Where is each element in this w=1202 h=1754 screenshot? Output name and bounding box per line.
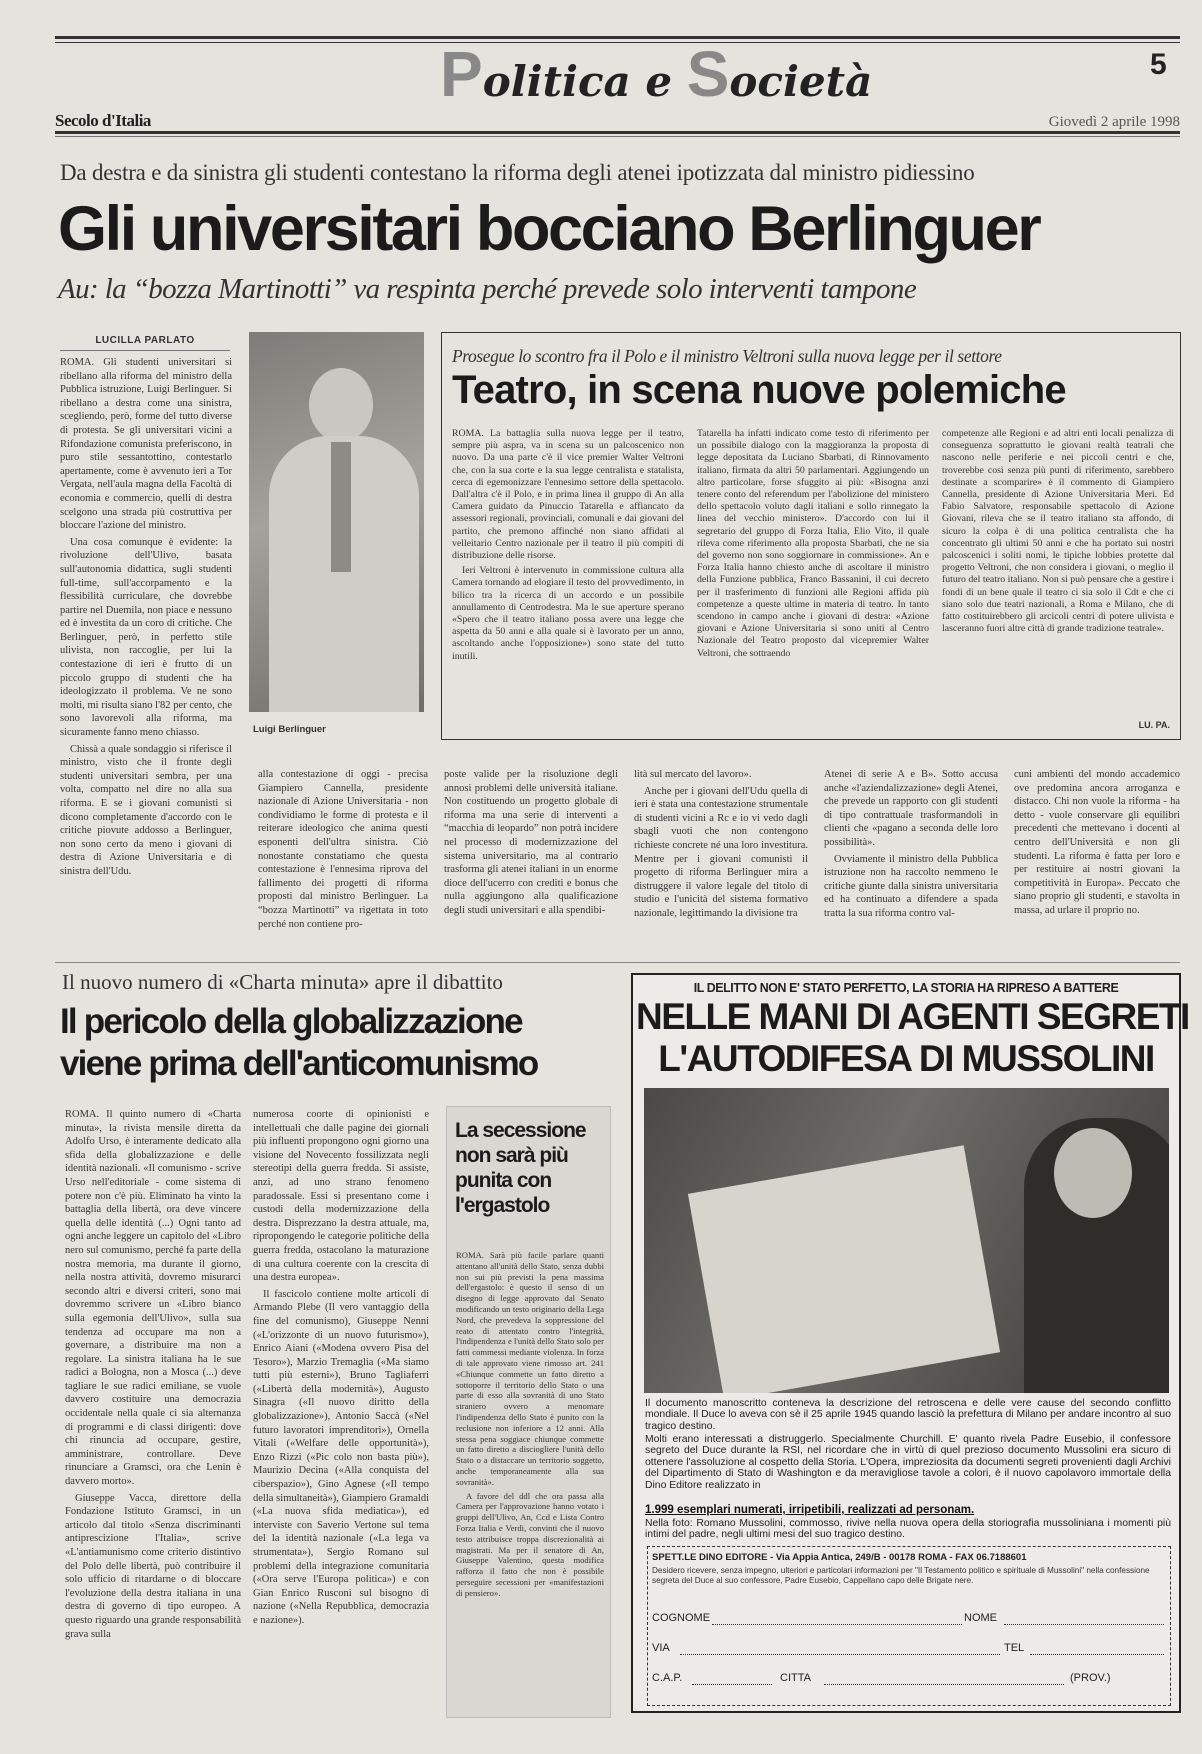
lead-col2-para: alla contestazione di oggi - precisa Giampiero Cannella, presidente nazionale di Azione Universitaria - non condividiamo le forme di protesta e il reiterare ideologico che anima questi esponenti dell'ultra sinistra. Ciò nonostante constatiamo che questa contestazione è l'ennesima riprova del fallimento dei progetti di riforma proposti dal ministro Berlinguer. La “bozza Martinotti” va rigettata in toto perché non contiene pro- (258, 769, 428, 930)
section-word-2: ocietà (729, 57, 873, 106)
coupon-province-label: (PROV.) (1070, 1672, 1111, 1684)
lead-column-5 (824, 768, 998, 954)
ad-photo-face-shape (1054, 1128, 1132, 1218)
ad-body-1: Il documento manoscritto conteneva la descrizione del retroscena e delle vere cause del secondo conflitto mondiale. Il Duce lo aveva con sè il 25 aprile 1945 quando lasciò la prefettura di Milano per andare incontro al suo tragico destino. (645, 1398, 1171, 1432)
charta-col2-para: Il fascicolo contiene molte articoli di Armando Plebe (Il vero vantaggio della fine del comunismo), Giuseppe Nenni («L'orizzonte di un nuovo futurismo»), Enrico Aiani («Modena ovvero Pisa del Tesoro»), Marzio Tremaglia («Ma siamo tutti più esterni»), Bruno Tagliaferri («Libertà della modernità»), Augusto Sinagra («Il nuovo diritto della globalizzazione»), Antonio Saccà («Nel futuro lavoratori imprenditori»), Ornella Vitali («Welfare delle opportunità»), Enzo Rizzi («Pic colo non basta più»), Maurizio Decina («Alla conquista del ciberspazio»), Gino Agnese («Il tempo della simultaneità»), Giampiero Gramaldi («La nuova sfida mediatica»), ed interviste con Saverio Vertone sul tema del la identità nazionale («La lega va strumentata»), Sergio Romano sul problemi della integrazione comunitaria («Ora serve l'Europa politica») e con Gian Enrico Rusconi sul bisogno di nazione («Nella Repubblica, democrazia e nazione»). (253, 1288, 429, 1626)
coupon-zip-field[interactable] (692, 1684, 772, 1685)
top-rule-thin (55, 42, 1180, 43)
lead-byline: LUCILLA PARLATO (95, 335, 195, 346)
section-separator (55, 962, 1180, 963)
charta-headline-line-2: viene prima dell'anticomunismo (60, 1044, 538, 1083)
lead-kicker: Da destra e da sinistra gli studenti contestano la riforma degli atenei ipotizzata dal ministro pidiessino (60, 160, 975, 185)
lead-column-4 (634, 768, 808, 954)
ad-headline-line-1: NELLE MANI DI AGENTI SEGRETI (636, 996, 1189, 1037)
charta-kicker: Il nuovo numero di «Charta minuta» apre il dibattito (62, 970, 503, 994)
coupon-name-label: NOME (964, 1612, 997, 1624)
coupon-phone-label: TEL (1004, 1642, 1025, 1654)
page-number: 5 (1150, 48, 1167, 81)
lead-column-6 (1014, 768, 1180, 954)
teatro-col1-para: Ieri Veltroni è intervenuto in commissione cultura alla Camera tornando ad elogiare il testo del provvedimento, in bilico tra la ricerca di un accordo e un possibile annullamento di Centrodestra. Ma le sue aperture sperano «Spero che il teatro italiano possa avere una legge che aspetta da 50 anni e alla quale si è lavorato per un anno, ascoltando anche l'opposizione») sono state del tutto inutili. (452, 565, 684, 662)
charta-column-2 (253, 1108, 429, 1718)
teatro-headline: Teatro, in scena nuove polemiche (452, 368, 1066, 412)
teatro-col2-para: Tatarella ha infatti indicato come testo di riferimento per un possibile dialogo con la maggioranza la proposta di legge depositata da Luciano Sbarbati, di Rinnovamento italiano, firmata da altri 50 parlamentari. Aggiungendo un altro particolare, forse sfuggito ai più: «Bisogna anzi tenere conto del referendum per l'abolizione del ministero dello spettacolo voluto dagli italiani e sollo rinnegato la linea del vecchio ministero». D'accordo con lui il segretario del gruppo di Forza Italia, Elio Vito, il quale rileva come riferimento alla proposta Sbarbati, che ne sia del governo non sono soggiornare in commissione». An e Forza Italia hanno chiesto anche di ascoltare il ministro della Funzione pubblica, Franco Bassanini, il cui decreto per il trasferimento di funzioni alle Regioni affida più competenze a queste ultime in materia di teatro. In tanto scendono in campo anche i giovani di destra: «Azione giovani e Azione Universitaria si sono uniti al Centro Nazionale del Teatro proposto dal vicepremier Walter Veltroni, che sottraendo (697, 428, 929, 659)
lead-column-2 (258, 768, 428, 954)
berlinguer-photo (249, 332, 424, 712)
teatro-col3-para: competenze alle Regioni e ad altri enti locali penalizza di conseguenza soprattutto le giovani realtà teatrali che nascono nelle periferie e nei piccoli centri e che, troverebbe così senza più punti di riferimento, sarebbero destinate a scomparire» è il commento di Giampiero Cannella, presidente di Azione Universitaria Meri. Ed Fabio Salvatore, responsabile spettacolo di Azione Giovani, rileva che se il teatro italiano sta affondo, di sicuro la colpa è di una politica centralista che ha concentrato gli ultimi 50 anni e che ha portato sui nostri palcoscenici i soliti nomi, le tipiche lobbies protette dal progetto Veltroni, che non considera i giovani, o meglio il futuro del teatro italiano. Non si può pensare che a gestire i fondi di un bene quale il teatro ci sia solo il Cdt e che ci siano solo due teatri nazionali, a Roma e Milano, che di fatto costituirebbero gli arcicoli centri di potere ulivista e lasceranno fuori altre città di grande tradizione teatrale». (942, 428, 1174, 635)
teatro-kicker: Prosegue lo scontro fra il Polo e il ministro Veltroni sulla nuova legge per il settore (452, 346, 1002, 366)
masthead-bottom-rule (55, 131, 1180, 134)
section-word-1: olitica e (482, 57, 687, 106)
charta-headline-line-1: Il pericolo della globalizzazione (60, 1002, 522, 1041)
section-title (440, 38, 873, 112)
lead-subheadline: Au: la “bozza Martinotti” va respinta perché prevede solo interventi tampone (58, 273, 917, 305)
byline-rule (60, 350, 230, 351)
charta-col1-para: Giuseppe Vacca, direttore della Fondazione Istituto Gramsci, in un articolo dal titolo «Senza discriminanti antiprescizione l'Italia», scrive «L'antiamunismo come criterio distintivo del Polo delle libertà, può contribuire il solo ufficio di ritardarne o di bloccare l'evoluzione della destra italiana in una destra di governo di tipo europeo. A questo riguardo una grande responsabilità grava sulla (65, 1492, 241, 1640)
coupon-street-label: VIA (652, 1642, 670, 1654)
coupon-text: Desidero ricevere, senza impegno, ulteriori e particolari informazioni per "Il Testamento politico e spirituale di Mussolini" nella confessione segreta del Duce al suo confessore, Padre Eusebio, Cappellano capo delle Brigate nere. (652, 1566, 1150, 1585)
secessione-para: ROMA. Sarà più facile parlare quanti attentano all'unità dello Stato, senza dubbi non sui più previsti la pena massima dell'ergastolo: è questo il senso di un disegno di legge approvato dal Senato modificando un testo originario della Lega Nord, che prevedeva la soppressione del reato di attentato contro l'integrità, l'indipendenza e l'unità dello Stato solo per fatti commessi mediante violenza. In forza di tale approvato viene rimosso art. 241 «Chiunque commette un fatto diretto a sottoporre il territorio dello Stato o una parte di esso alla sovranità di uno Stato straniero ovvero a menomare l'indipendenza dello Stato è punito con la reclusione non inferiore a 12 anni. Alla stessa pena soggiace chiunque commette un fatto diretto a disciogliere l'unità dello Stato o a distaccare un territorio soggetto, anche temporaneamente alla sua sovranità». (456, 1250, 604, 1487)
lead-col6-para: cuni ambienti del mondo accademico ove predomina ancora arroganza e distacco. Chi non vuole la riforma - ha detto - vuole conservare gli equilibri precedenti che mettevano i docenti al centro dell'Università e non gli studenti. La riforma è fatta per loro e per restituire ai nostri giovani la competitività in Europa». Peccato che siano proprio gli studenti, e stavolta in massa, ad urlare il proprio no. (1014, 769, 1180, 916)
teatro-col1-para: ROMA. La battaglia sulla nuova legge per il teatro, sempre più aspra, va in scena su un palcoscenico non nuovo. Da una parte c'è il vice premier Walter Veltroni che, con la sua corte e la sua legge centralista e statalista, cerca di egemonizzare l'ennesimo settore della spettacolo. Dall'altra c'è il Polo, e in prima linea il gruppo di An alla Camera guidato da Pinuccio Tatarella e affiancato da assessori regionali, provinciali, comunali e dai giovani del partito, che premono affinché non siano affidati al velleitario Centro nazionale per il teatro il più compiti di distribuzione delle risorse. (452, 428, 684, 562)
ad-photo (644, 1088, 1169, 1393)
lead-col4-para: Anche per i giovani dell'Udu quella di ieri è stata una contestazione strumentale di studenti vicini a Rc e io vi vedo dagli sbagli vuoti che non contengono richieste concrete né una loro investitura. Mentre per i giovani comunisti il progetto di riforma Berlinguer mira a distruggere il valore legale del titolo di studio e l'unicità del sistema formativo nazionale, legittimando la divisione tra (634, 785, 808, 919)
coupon-city-field[interactable] (824, 1684, 1064, 1685)
secessione-para: A favore del ddl che ora passa alla Camera per l'approvazione hanno votato i gruppi dell'Ulivo, An, Ccd e Lista Contro Forza Italia e Verdi, convinti che il nuovo testo attribuisce troppa discrezionalità ai magistrati. Ma per il senatore di An, Giuseppe Valentino, questa modifica rafforza il fatto che non è possibile perseguire secessioni per «manifestazioni di pensiero». (456, 1490, 604, 1598)
coupon-name-field[interactable] (1004, 1624, 1164, 1625)
lead-column-3 (444, 768, 618, 954)
coupon-surname-label: COGNOME (652, 1612, 711, 1624)
issue-date: Giovedì 2 aprile 1998 (1048, 114, 1180, 130)
photo-caption: Luigi Berlinguer (253, 724, 326, 735)
lead-col3-para: poste valide per la risoluzione degli annosi problemi delle università italiane. Non costituendo un progetto globale di riforma ma una serie di interventi a “macchia di leopardo” non potrà incidere nel processo di modernizzazione del sistema universitario, ma al contrario trasforma gli atenei italiani in un enorme dioce dell'ucerro con crediti e bonus che nulla aggiungono alla qualificazione degli studi universitari e alla spendibi- (444, 769, 618, 916)
charta-col2-para: numerosa coorte di opinionisti e intellettuali che dalle pagine dei giornali più influenti propongono ogni giorno una visione del Novecento fossilizzata negli stereotipi della guerra fredda. Si assiste, anzi, ad uno strano fenomeno paradossale. Essi si presentano come i custodi della modernizzazione della destra. Disprezzano la destra attuale, ma, ripropongendo le categorie politiche della guerra fredda, ostacolano la maturazione di una cultura coerente con la crescita di una destra europea». (253, 1109, 429, 1284)
coupon-zip-label: C.A.P. (652, 1672, 683, 1684)
lead-column-1 (60, 356, 232, 954)
coupon-city-label: CITTA (780, 1672, 811, 1684)
lead-col4-para: lità sul mercato del lavoro». (634, 769, 752, 780)
coupon-phone-field[interactable] (1030, 1654, 1164, 1655)
ad-photo-book-shape (688, 1145, 1000, 1393)
coupon-header: SPETT.LE DINO EDITORE - Via Appia Antica, 249/B - 00178 ROMA - FAX 06.7188601 (652, 1552, 1027, 1563)
teatro-column-2 (697, 428, 929, 728)
charta-col1-para: ROMA. Il quinto numero di «Charta minuta», la rivista mensile diretta da Adolfo Urso, è interamente dedicato alla sfida della globalizzazione e delle identità nazionali. «Il comunismo - scrive Urso nell'editoriale - come sistema di potere non c'è più. Eliminato ha vinto la battaglia della libertà, ora deve vincere quella delle identità (...) Ogni tanto ad ogni anche leggere un capitolo del «Libro nero sul comunismo, perché fa parte della nostra memoria, ma durante il giorno, nella nostra attività, dovremo misurarci secondo altri e diversi criteri, sono mai dovremmo scrivere un «Libro bianco sulla egemonia dell'Ulivo», sulla sua tendenza ad occupare ma non a governare, a distribuire ma non a regolare. La sinistra italiana ha le sue radici a Bologna, non a Mosca (...) deve tagliare le sue radici emiliane, se vuole davvero costituire una democrazia occidentale nella quale ci sia alternanza di programmi e di classi dirigenti: dove chi rinuncia ad occupare, gestire, amministrare, controllare. Deve rinunciare a Gramsci, ora che Lenin è davvero morto». (65, 1109, 241, 1488)
lead-col1-para: ROMA. Gli studenti universitari si ribellano alla riforma del ministro della Pubblica istruzione, Luigi Berlinguer. Si ribellano a destra come una sinistra, scegliendo, però, forme del tutto diverse di protesta. Se gli universitari vicini a Rifondazione comunista preferiscono, in puro stile sessantottino, contestarlo apertamente, come è avvenuto ieri a Tor Vergata, nell'aula magna della Facoltà di economia e commercio, quelli di destra scelgono una strada più costruttiva per bloccare l'azione del ministro. (60, 357, 232, 532)
secessione-headline: La secessione non sarà più punita con l'ergastolo (455, 1119, 586, 1217)
coupon-surname-field[interactable] (712, 1624, 962, 1625)
ad-headline-line-2: L'AUTODIFESA DI MUSSOLINI (658, 1038, 1154, 1079)
section-initial-s: S (686, 38, 730, 110)
masthead-bottom-rule-thin (55, 136, 1180, 137)
lead-col1-para: Una cosa comunque è evidente: la rivoluzione dell'Ulivo, basata sull'autonomia didattica, sugli studenti full-time, sull'accorpamento e la flessibilità curriculare, che dovrebbe partire nel Duemila, non piace e nessuno ed è investita da un coro di critiche. Che Berlinguer, però, in perfetto stile ulivista, non raccoglie, per lui la contestazione di ieri è frutto di un piccolo gruppo di studenti che ha ideologizzato il problema. Ve ne sono molti, mi risulta siano l'82 per cento, che sono lavorevoli alla riforma, ma sicuramente fanno meno chiasso. (60, 536, 232, 739)
lead-headline: Gli universitari bocciano Berlinguer (58, 194, 1040, 264)
teatro-signature: LU. PA. (1138, 720, 1170, 730)
top-rule (55, 36, 1180, 39)
ad-body-2: Molti erano interessati a distruggerlo. Specialmente Churchill. E' quanto rivela Padre Eusebio, il confessore segreto del Duce durante la RSI, nel ricordare che in virtù di quel prezioso documento Mussolini era sicuro di ottenere l'assoluzione al cospetto della Storia. L'Opera, impreziosita da documenti segreti provenienti dagli Archivi del Dipartimento di Stato di Washington e da meravigliose tavole a colori, è il nuovo capolavoro immortale della Dino Editore realizzato in (645, 1434, 1171, 1491)
photo-head-shape (309, 368, 373, 442)
lead-col1-para: Chissà a quale sondaggio si riferisce il ministro, visto che il fronte degli studenti universitari sembra, per una volta, compatto nel dire no alla sua riforma. E se i giovani comunisti si dicono completamente d'accordo con le critiche piovute addosso a Berlinguer, non sono certo da meno i giovani di destra di Azione Universitaria e di sinistra dell'Udu. (60, 743, 232, 877)
paper-name: Secolo d'Italia (55, 111, 151, 130)
ad-kicker: IL DELITTO NON E' STATO PERFETTO, LA STORIA HA RIPRESO A BATTERE (693, 980, 1119, 995)
photo-tie-shape (331, 442, 351, 572)
secessione-body (456, 1250, 604, 1710)
teatro-column-1 (452, 428, 684, 728)
lead-col5-para: Ovviamente il ministro della Pubblica istruzione non ha raccolto nemmeno le critiche giunte dalla sinistra universitaria ed ha continuato a difendere a spada tratta la sua riforma contro val- (824, 853, 998, 919)
charta-column-1 (65, 1108, 241, 1718)
ad-body-3: Nella foto: Romano Mussolini, commosso, rivive nella nuova opera della storiografia mussoliniana i momenti più intimi del padre, negli ultimi mesi del suo tragico destino. (645, 1518, 1171, 1541)
ad-limited-edition: 1.999 esemplari numerati, irripetibili, realizzati ad personam. (645, 1504, 975, 1516)
coupon-street-field[interactable] (680, 1654, 1000, 1655)
lead-col5-para: Atenei di serie A e B». Sotto accusa anche «l'aziendalizzazione» degli Atenei, che prevede un rapporto con gli studenti di tipo contrattuale trasformandoli in clienti che «pagano a seconda delle loro possibilità». (824, 769, 998, 848)
teatro-column-3 (942, 428, 1174, 710)
section-initial-p: P (440, 38, 483, 110)
